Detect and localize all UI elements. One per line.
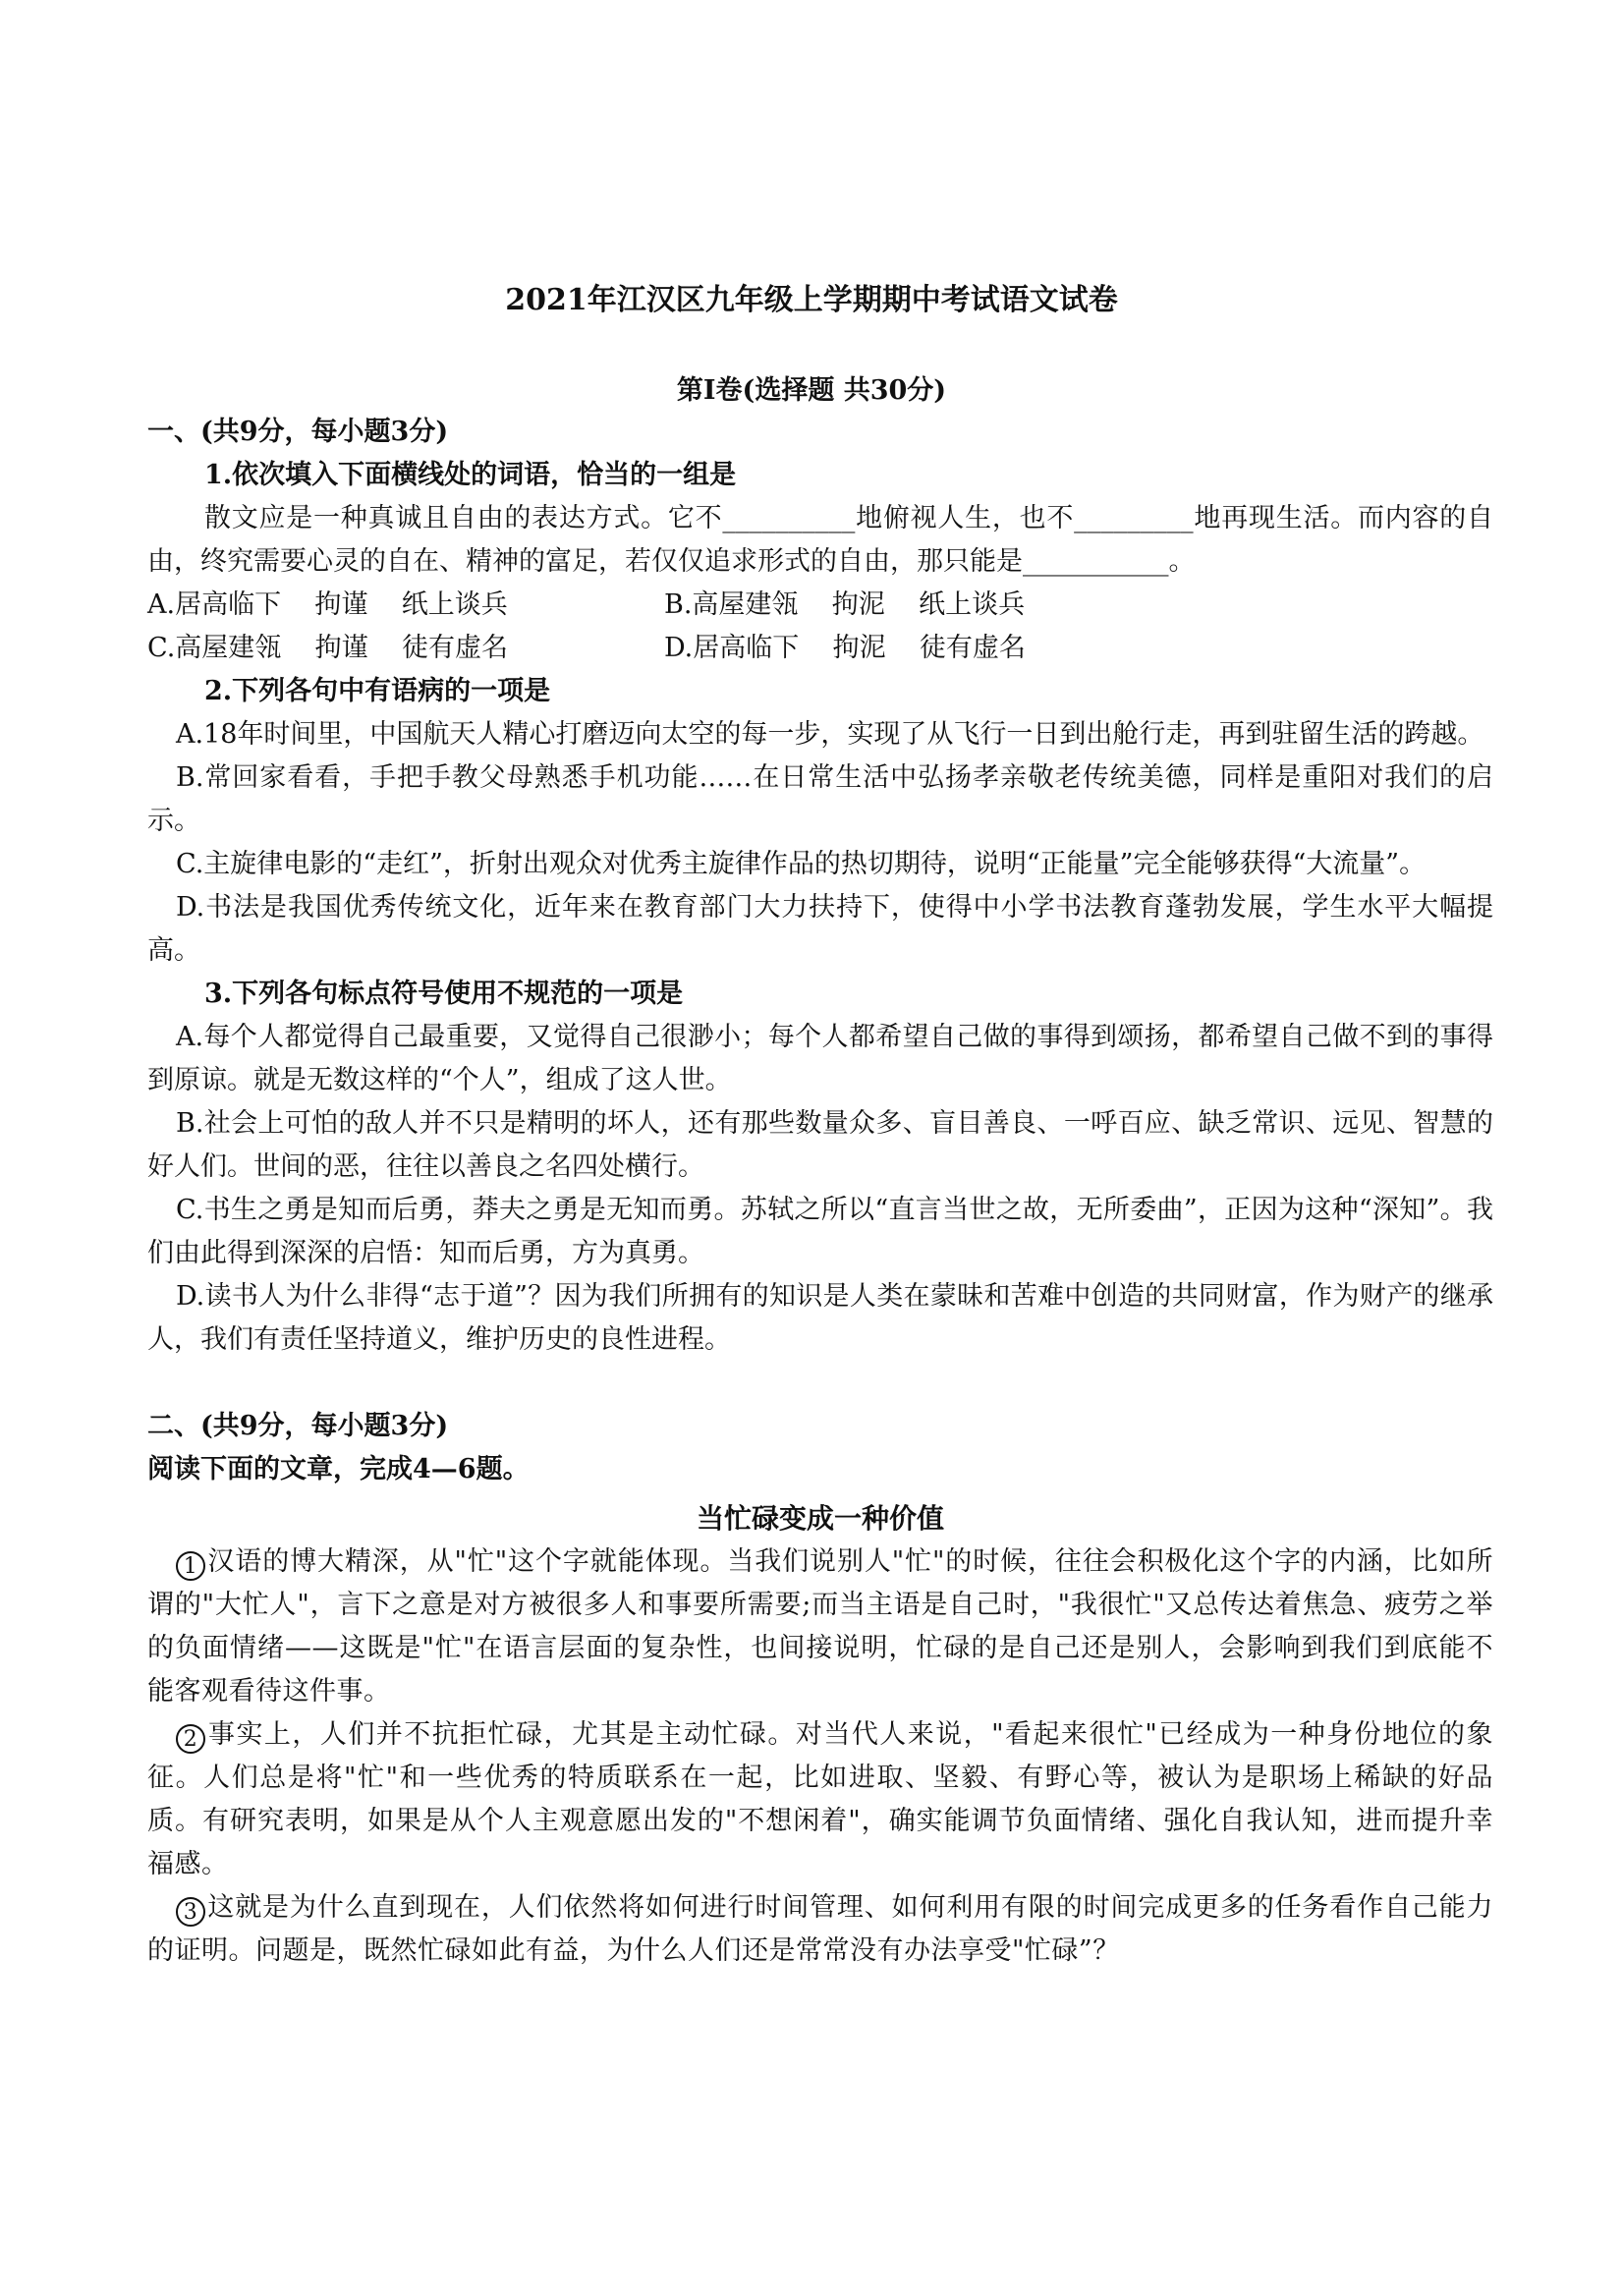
section-gap — [147, 1362, 1493, 1405]
part-subtitle: 第Ⅰ卷(选择题 共30分) — [676, 375, 947, 406]
essay-paragraph-2 — [147, 1713, 1493, 1886]
q3-option-b: B.社会上可怕的敌人并不只是精明的坏人，还有那些数量众多、盲目善良、一呼百应、缺乏常识、远见、智慧的好人们。世间的恶，往往以善良之名四处横行。 — [147, 1108, 1493, 1182]
section2-heading: 二、(共9分，每小题3分) — [147, 1411, 449, 1441]
q3-option-a: A.每个人都觉得自己最重要，又觉得自己很渺小；每个人都希望自己做的事得到颂扬，都希望自己做不到的事得到原谅。就是无数这样的“个人”，组成了这人世。 — [147, 1022, 1493, 1095]
q3-stem: 3.下列各句标点符号使用不规范的一项是 — [204, 979, 684, 1009]
q1-option-a: A.居高临下 拘谨 纸上谈兵 — [147, 589, 508, 620]
q2-option-c: C.主旋律电影的“走红”，折射出观众对优秀主旋律作品的热切期待，说明“正能量”完全能够获得“大流量”。 — [176, 849, 1427, 879]
q2-option-d: D.书法是我国优秀传统文化，近年来在教育部门大力扶持下，使得中小学书法教育蓬勃发展，学生水平大幅提高。 — [147, 892, 1493, 966]
section2-instruction: 阅读下面的文章，完成4—6题。 — [147, 1454, 530, 1484]
q2-stem: 2.下列各句中有语病的一项是 — [204, 676, 551, 706]
q1-options-row2 — [147, 627, 1493, 670]
q1-passage: 散文应是一种真诚且自由的表达方式。它不__________地俯视人生，也不_________地再现生活。而内容的自由，终究需要心灵的自在、精神的富足，若仅仅追求形式的自由，那只能是___________。 — [147, 503, 1493, 577]
essay-paragraph-1 — [147, 1540, 1493, 1713]
essay-paragraph-3 — [147, 1886, 1493, 1973]
essay-paragraph-1-text: 汉语的博大精深，从"忙"这个字就能体现。当我们说别人"忙"的时候，往往会积极化这个字的内涵，比如所谓的"大忙人"，言下之意是对方被很多人和事要所需要;而当主语是自己时，"我很忙"又总传达着焦急、疲劳之举的负面情绪——这既是"忙"在语言层面的复杂性，也间接说明，忙碌的是自己还是别人，会影响到我们到底能不能客观看待这件事。 — [147, 1546, 1493, 1707]
q3-option-c: C.书生之勇是知而后勇，莽夫之勇是无知而勇。苏轼之所以“直言当世之故，无所委曲”，正因为这种“深知”。我们由此得到深深的启悟：知而后勇，方为真勇。 — [147, 1195, 1493, 1268]
q1-stem: 1.依次填入下面横线处的词语，恰当的一组是 — [204, 460, 737, 490]
section1-heading: 一、(共9分，每小题3分) — [147, 417, 449, 447]
essay-paragraph-2-text: 事实上，人们并不抗拒忙碌，尤其是主动忙碌。对当代人来说，"看起来很忙"已经成为一种身份地位的象征。人们总是将"忙"和一些优秀的特质联系在一起，比如进取、坚毅、有野心等，被认为是职场上稀缺的好品质。有研究表明，如果是从个人主观意愿出发的"不想闲着"，确实能调节负面情绪、强化自我认知，进而提升幸福感。 — [147, 1719, 1493, 1879]
essay-title: 当忙碌变成一种价值 — [696, 1502, 944, 1535]
q1-option-b: B.高屋建瓴 拘泥 纸上谈兵 — [664, 589, 1026, 620]
q1-option-c: C.高屋建瓴 拘谨 徒有虚名 — [147, 633, 508, 663]
q1-options-row1 — [147, 584, 1493, 627]
essay-paragraph-3-text: 这就是为什么直到现在，人们依然将如何进行时间管理、如何利用有限的时间完成更多的任务看作自己能力的证明。问题是，既然忙碌如此有益，为什么人们还是常常没有办法享受"忙碌”？ — [147, 1892, 1493, 1966]
paragraph-number-2: 2 — [176, 1724, 205, 1754]
q2-option-b: B.常回家看看，手把手教父母熟悉手机功能……在日常生活中弘扬孝亲敬老传统美德，同样是重阳对我们的启示。 — [147, 762, 1493, 836]
q3-option-d: D.读书人为什么非得“志于道”？因为我们所拥有的知识是人类在蒙昧和苦难中创造的共同财富，作为财产的继承人，我们有责任坚持道义，维护历史的良性进程。 — [147, 1281, 1493, 1355]
q1-option-d: D.居高临下 拘泥 徒有虚名 — [664, 633, 1026, 663]
exam-content — [147, 411, 1493, 1973]
q2-option-a: A.18年时间里，中国航天人精心打磨迈向太空的每一步，实现了从飞行一日到出舱行走，再到驻留生活的跨越。 — [176, 719, 1484, 750]
exam-title: 2021年江汉区九年级上学期期中考试语文试卷 — [505, 283, 1118, 317]
paragraph-number-1: 1 — [176, 1551, 205, 1581]
paragraph-number-3: 3 — [176, 1897, 205, 1927]
